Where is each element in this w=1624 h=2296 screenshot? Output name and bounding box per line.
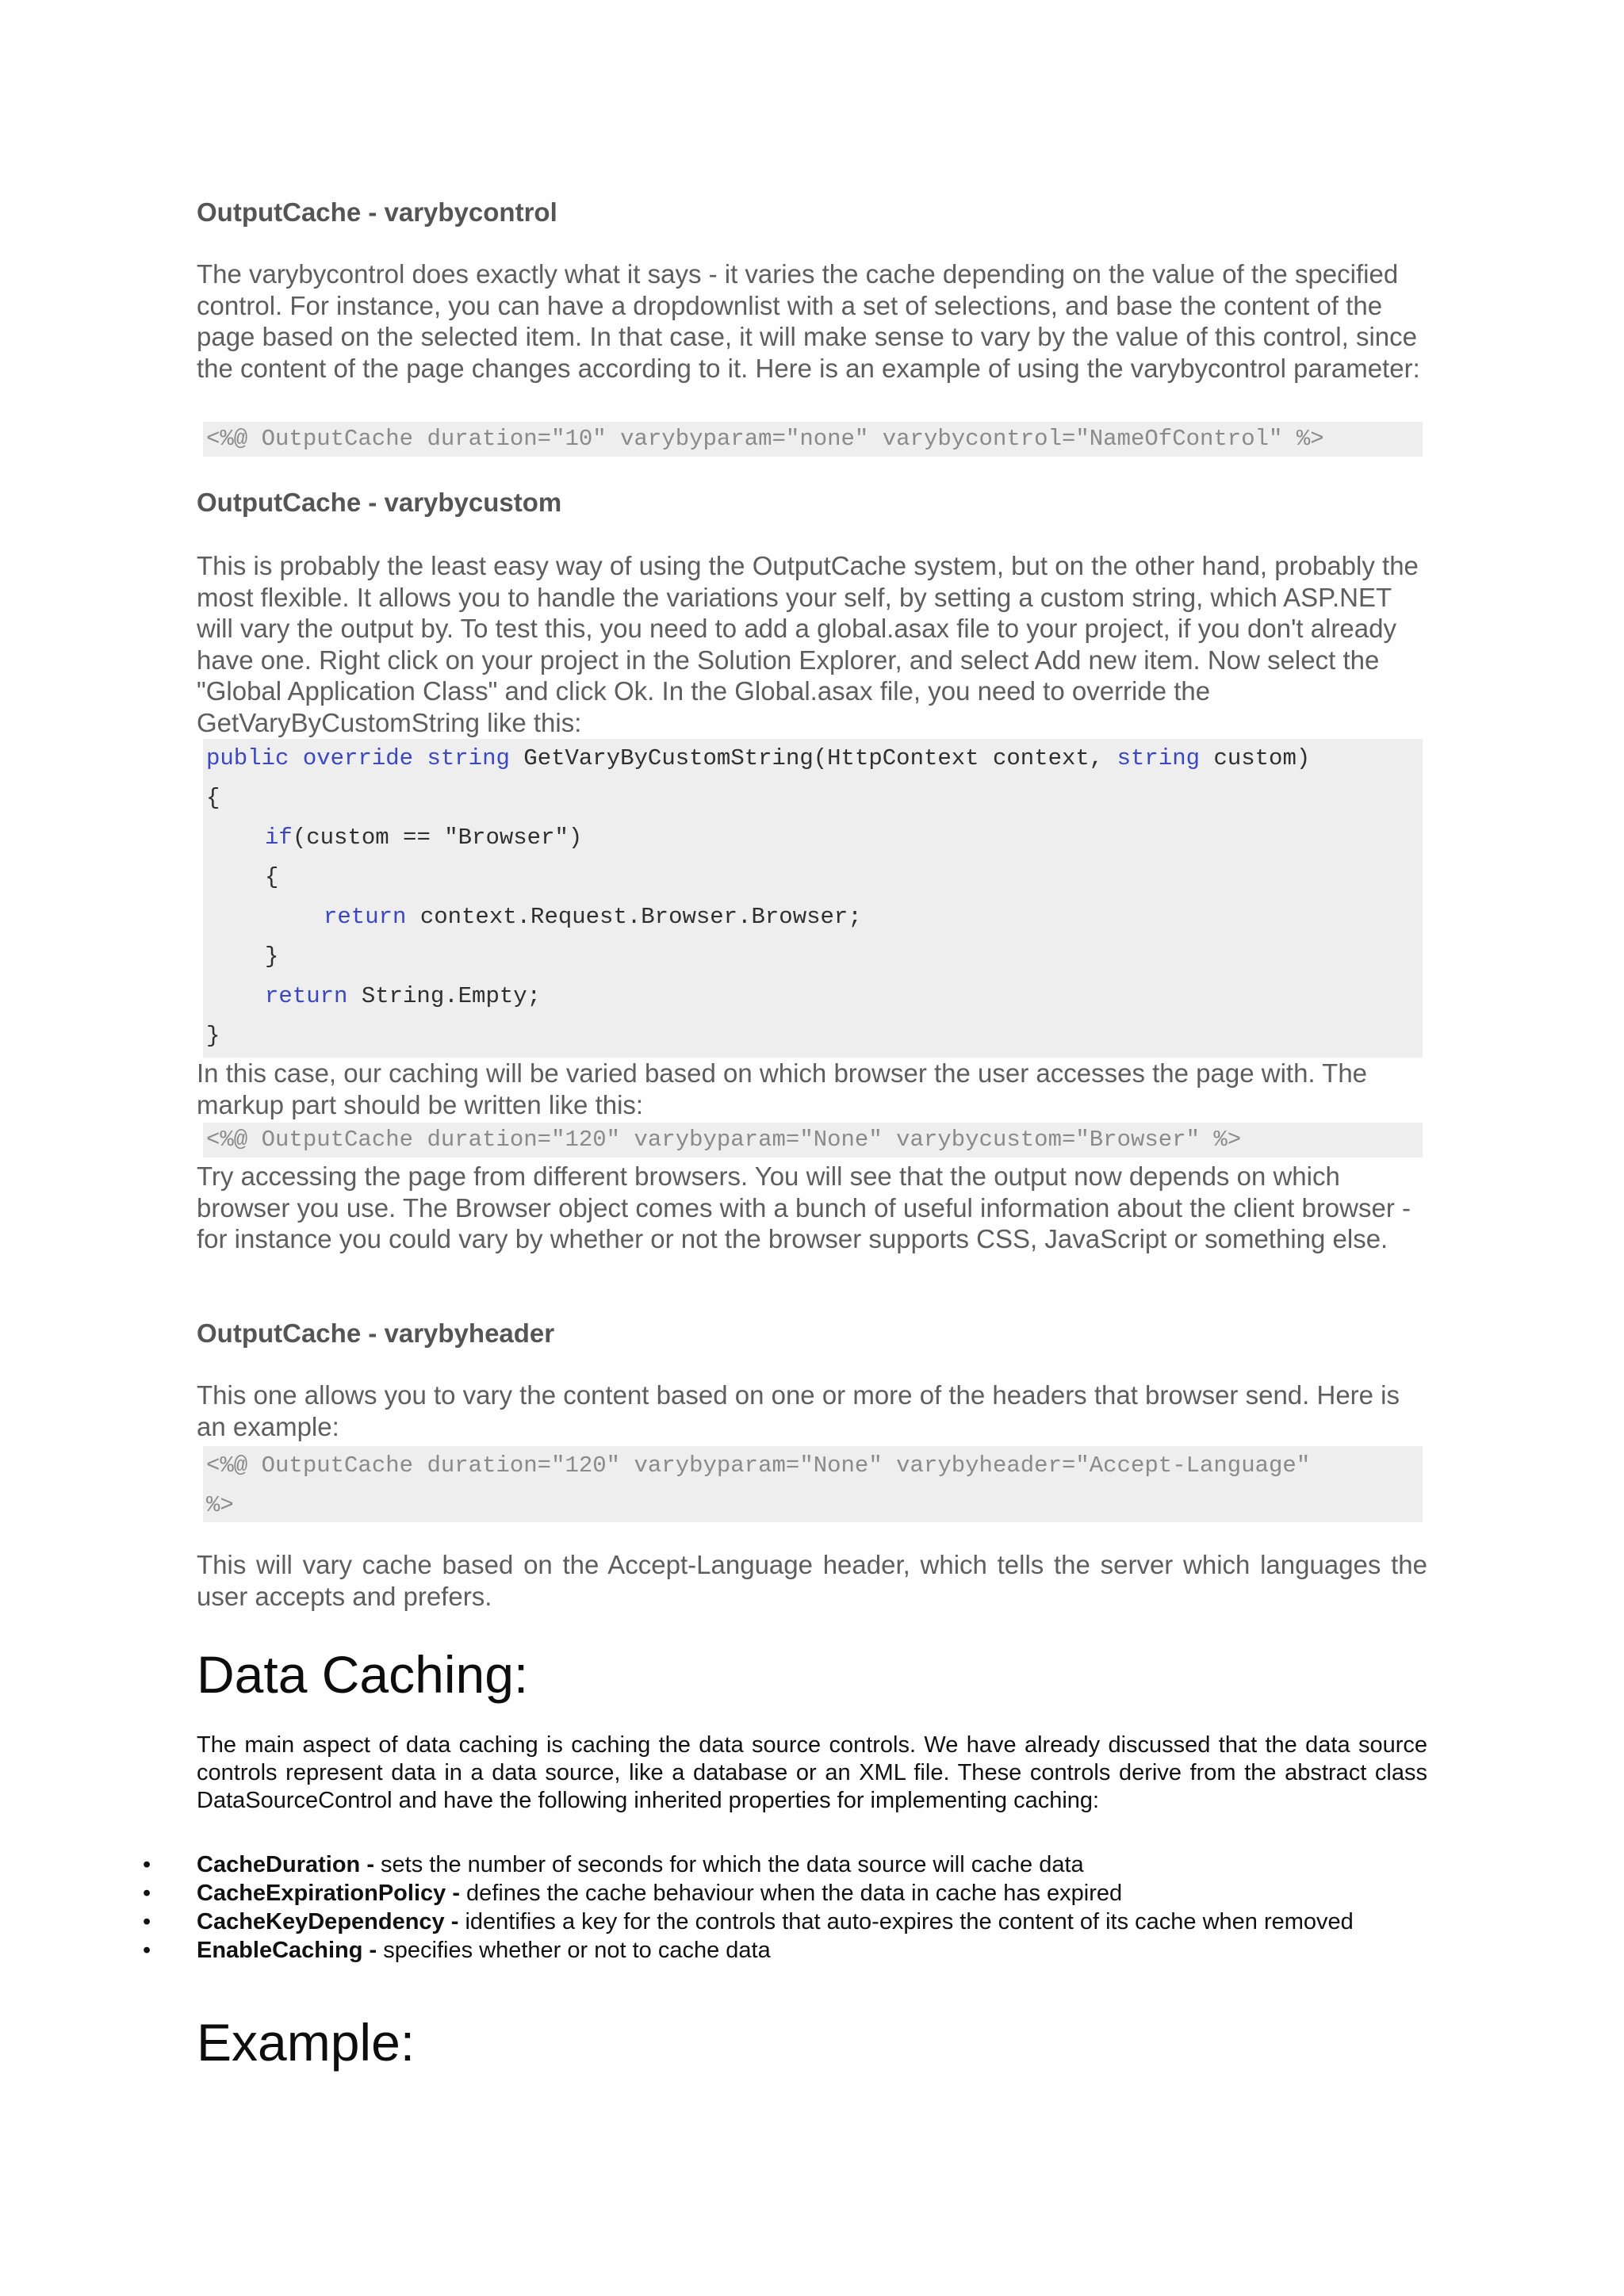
property-list-item	[143, 1908, 1427, 1936]
code-block-varybycontrol	[203, 422, 1423, 457]
keyword: if	[265, 825, 293, 851]
keyword: return	[324, 904, 407, 930]
code-line	[206, 897, 1423, 937]
code-block-getvarybycustomstring	[203, 739, 1423, 1058]
heading-data-caching: Data Caching:	[197, 1645, 529, 1704]
heading-example: Example:	[197, 2013, 416, 2072]
heading-varybyheader: OutputCache - varybyheader	[197, 1318, 555, 1348]
property-description: sets the number of seconds for which the data source will cache data	[373, 1852, 1084, 1877]
heading-varybycontrol: OutputCache - varybycontrol	[197, 197, 557, 227]
paragraph-varybycustom: This is probably the least easy way of using the OutputCache system, but on the other hand, probably the most flexible. It allows you to handle the variations your self, by setting a custom string, which ASP.NET will vary the output by. To test this, you need to add a global.asax file to your project, if you don't already have one. Right click on your project in the Solution Explorer, and select Add new item. Now select the "Global Application Class" and click Ok. In the Global.asax file, you need to override the GetVaryByCustomString like this:	[197, 551, 1419, 737]
heading-varybycustom: OutputCache - varybycustom	[197, 488, 562, 517]
property-term: CacheKeyDependency -	[197, 1909, 459, 1934]
property-description: identifies a key for the controls that auto-expires the content of its cache when removed	[458, 1909, 1354, 1934]
bullet-icon: •	[143, 1909, 151, 1934]
code-block-varybyheader	[203, 1446, 1423, 1522]
paragraph-accept-language: This will vary cache based on the Accept-Language header, which tells the server which languages the user accepts and prefers.	[197, 1550, 1427, 1611]
keyword: string	[427, 745, 510, 771]
code-line: %>	[206, 1492, 234, 1518]
code-text: (custom == "Browser")	[292, 825, 583, 851]
paragraph-varybyheader: This one allows you to vary the content based on one or more of the headers that browser send. Here is an example:	[197, 1380, 1400, 1441]
code-line: }	[265, 943, 279, 970]
code-line	[206, 818, 1423, 858]
property-term: CacheExpirationPolicy -	[197, 1881, 460, 1906]
code-text: GetVaryByCustomString(HttpContext context,	[509, 745, 1117, 771]
code-line	[206, 977, 1423, 1016]
paragraph-varybycontrol: The varybycontrol does exactly what it says - it varies the cache depending on the value of the specified control. For instance, you can have a dropdownlist with a set of selections, and base the content of the page based on the selected item. In that case, it will make sense to vary by the value of this control, since the content of the page changes according to it. Here is an example of using the varybycontrol parameter:	[197, 259, 1420, 383]
keyword: override	[302, 745, 414, 771]
code-line: <%@ OutputCache duration="10" varybyparam="none" varybycontrol="NameOfControl" %>	[206, 426, 1324, 452]
code-line: <%@ OutputCache duration="120" varybyparam="None" varybycustom="Browser" %>	[206, 1127, 1242, 1153]
code-line: {	[265, 864, 279, 890]
keyword: return	[265, 983, 348, 1009]
code-block-varybycustom-markup	[203, 1123, 1423, 1158]
property-term: CacheDuration -	[197, 1852, 374, 1877]
property-list-item	[143, 1879, 1427, 1908]
keyword: string	[1116, 745, 1201, 771]
paragraph-data-caching: The main aspect of data caching is caching the data source controls. We have already discussed that the data source controls represent data in a data source, like a database or an XML file. These controls derive from the abstract class DataSourceControl and have the following inherited properties for implementing caching:	[197, 1732, 1427, 1813]
property-list-item	[143, 1850, 1427, 1879]
code-text: context.Request.Browser.Browser;	[406, 904, 862, 930]
property-list-item	[143, 1936, 1427, 1965]
paragraph-after-code: In this case, our caching will be varied based on which browser the user accesses the page with. The markup part should be written like this:	[197, 1058, 1368, 1119]
paragraph-browser-object: Try accessing the page from different browsers. You will see that the output now depends on which browser you use. The Browser object comes with a bunch of useful information about the client browser - for instance you could vary by whether or not the browser supports CSS, JavaScript or something else.	[197, 1161, 1411, 1253]
bullet-icon: •	[143, 1852, 151, 1877]
property-list	[143, 1850, 1427, 1965]
code-line	[206, 739, 1423, 779]
code-line: <%@ OutputCache duration="120" varybyparam="None" varybyheader="Accept-Language"	[206, 1452, 1311, 1479]
code-text: String.Empty;	[347, 983, 542, 1009]
property-description: defines the cache behaviour when the data in cache has expired	[460, 1881, 1123, 1906]
bullet-icon: •	[143, 1881, 151, 1906]
property-term: EnableCaching -	[197, 1938, 377, 1963]
code-text: custom)	[1200, 745, 1311, 771]
code-line: }	[206, 1023, 220, 1049]
bullet-icon: •	[143, 1938, 151, 1963]
keyword: public	[206, 745, 289, 771]
property-description: specifies whether or not to cache data	[377, 1938, 771, 1963]
code-line: {	[206, 785, 220, 811]
